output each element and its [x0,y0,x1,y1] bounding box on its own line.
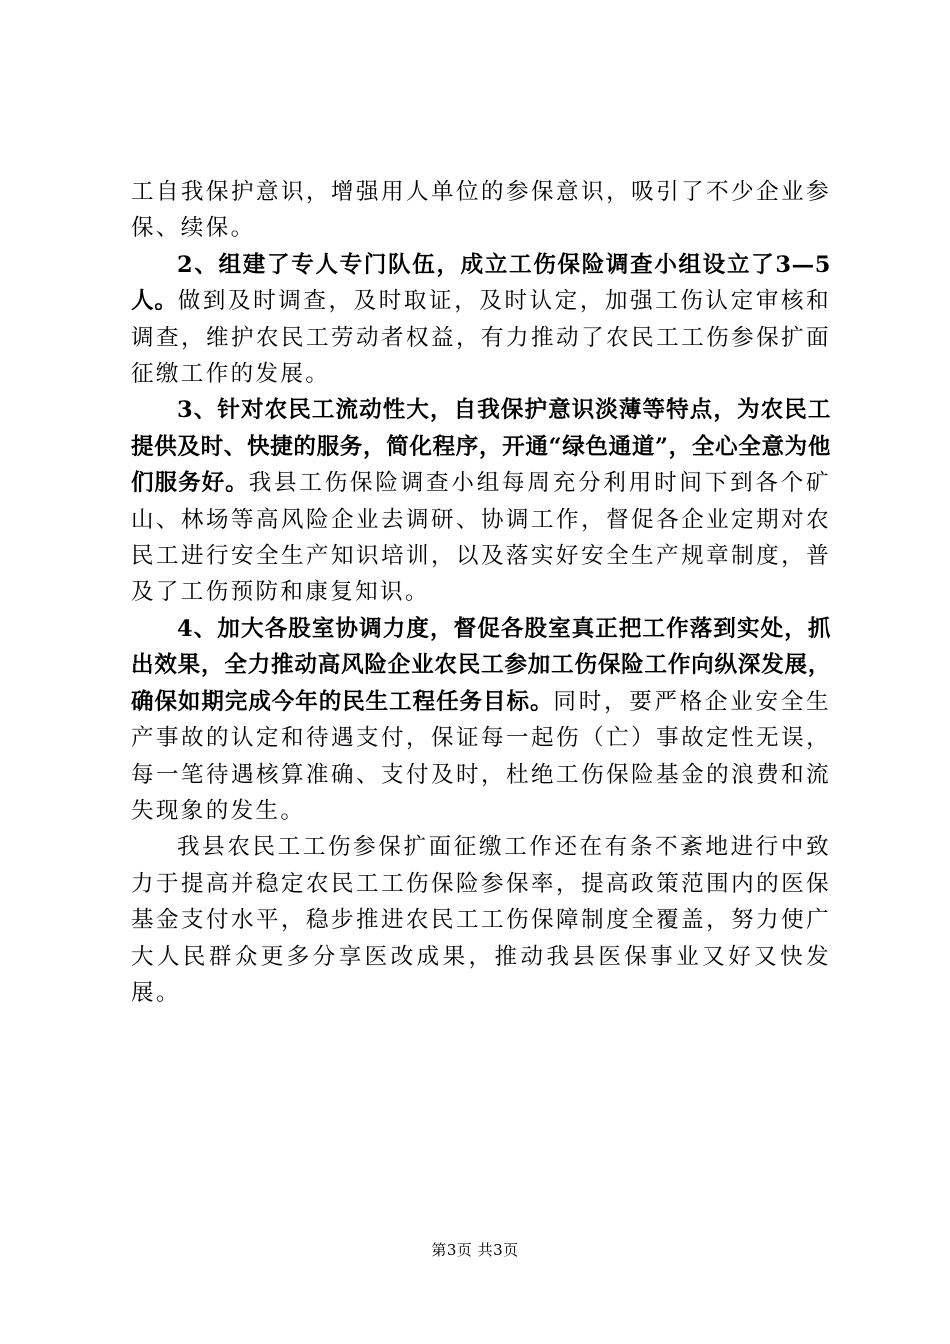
paragraph-3 [131,392,831,610]
page-number-label: 第3页 共3页 [431,1241,519,1259]
paragraph-2-text: 做到及时调查，及时取证，及时认定，加强工伤认定审核和调查，维护农民工劳动者权益，有力推动了农民工工伤参保扩面征缴工作的发展。 [131,288,832,388]
paragraph-3-bold: 3、针对农民工流动性大，自我保护意识淡薄等特点，为农民工提供及时、快捷的服务，简化程序，开通“绿色通道”，全心全意为他们服务好。 [131,397,831,497]
paragraph-4-bold: 4、加大各股室协调力度，督促各股室真正把工作落到实处，抓出效果，全力推动高风险企业农民工参加工伤保险工作向纵深发展，确保如期完成今年的民生工程任务目标。 [131,615,831,715]
paragraph-3-text: 我县工伤保险调查小组每周充分利用时间下到各个矿山、林场等高风险企业去调研、协调工作，督促各企业定期对农民工进行安全生产知识培训，以及落实好安全生产规章制度，普及了工伤预防和康复知识。 [131,470,831,606]
page-footer [0,1240,950,1260]
paragraph-2-bold: 2、组建了专人专门队伍，成立工伤保险调查小组设立了3—5人。 [131,251,831,315]
paragraph-4 [131,611,831,829]
paragraph-2 [131,247,831,393]
paragraph-1-text: 工自我保护意识，增强用人单位的参保意识，吸引了不少企业参保、续保。 [131,179,831,242]
paragraph-1 [131,174,831,247]
paragraph-4-text: 同时，要严格企业安全生产事故的认定和待遇支付，保证每一起伤（亡）事故定性无误，每一笔待遇核算准确、支付及时，杜绝工伤保险基金的浪费和流失现象的发生。 [131,688,831,824]
paragraph-5-text: 我县农民工工伤参保扩面征缴工作还在有条不紊地进行中致力于提高并稳定农民工工伤保险参保率，提高政策范围内的医保基金支付水平，稳步推进农民工工伤保障制度全覆盖，努力使广大人民群众更多分享医改成果，推动我县医保事业又好又快发展。 [131,834,831,1006]
document-body [131,174,831,1011]
paragraph-5 [131,829,831,1011]
